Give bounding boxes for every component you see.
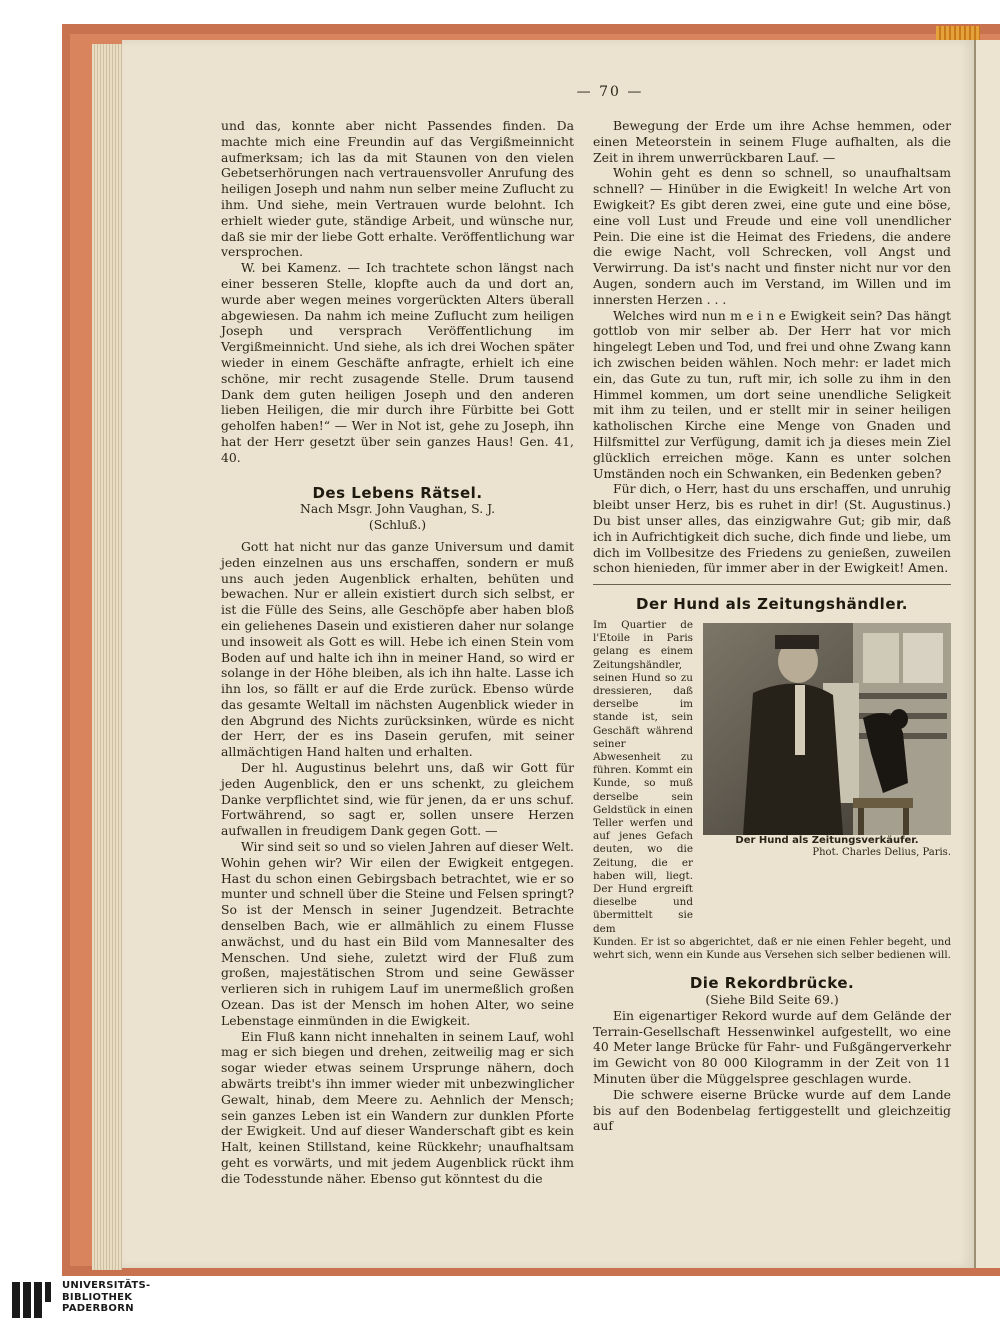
article-author: Nach Msgr. John Vaughan, S. J. xyxy=(299,501,496,517)
hund-article-title: Der Hund als Zeitungshändler. xyxy=(636,595,908,614)
article-title: Des Lebens Rätsel. xyxy=(312,483,483,502)
paragraph: Die schwere eiserne Brücke wurde auf dem Lande bis auf den Bodenbelag fertiggestellt und gleichzeitig auf xyxy=(593,1086,951,1134)
rekord-article-title: Die Rekordbrücke. xyxy=(689,974,855,993)
library-logo-icon xyxy=(10,1278,54,1322)
photo-newspaper-vendor xyxy=(703,623,951,835)
logo-line: PADERBORN xyxy=(62,1303,134,1314)
paragraph: Welches wird nun m e i n e Ewigkeit sein? Das hängt gottlob von mir selber ab. Der Herr hat vor mich hingelegt Leben und Tod, und frei und ohne Zwang kann ich zwischen beiden wählen. Noch mehr: er ladet mich ein, das Gute zu tun, ruft mir, ich solle zu ihm in den Himmel kommen, um dort seine unendliche Seligkeit mit ihm zu teilen, und er stellt mir in seiner heiligen katholischen Kirche eine Menge von Gnaden und Hilfsmittel zur Verfügung, damit ich ja dieses mein Ziel glücklich erreichen möge. Kann es unter solchen Umständen noch ein Schwanken, ein Bedenken geben? xyxy=(593,307,951,481)
paragraph: Bewegung der Erde um ihre Achse hemmen, oder einen Meteorstein in seinem Fluge aufhalten, als die Zeit in ihrem unwerrückbaren Lauf. — xyxy=(593,118,951,165)
divider xyxy=(593,584,951,585)
hund-article-text: Im Quartier de l'Etoile in Paris gelang es einem Zeitungshändler, seinen Hund so zu dressieren, daß derselbe im stande ist, sein Geschäft während seiner Abwesenheit zu führen. Kommt ein Kunde, so muß derselbe sein Geldstück in einen Teller werfen und auf jenes Gefach deuten, wo die Zeitung, die er haben will, liegt. Der Hund ergreift dieselbe und übermittelt sie dem xyxy=(593,618,693,935)
library-logo-text xyxy=(62,1280,151,1315)
photo-image xyxy=(703,623,951,835)
paragraph: Wir sind seit so und so vielen Jahren auf dieser Welt. Wohin gehen wir? Wir eilen der Ewigkeit entgegen. Hast du schon einen Gebirgsbach betrachtet, wie er so munter und schnell über die Steine und Felsen springt? So ist der Mensch in seiner Jugendzeit. Betrachte denselben Bach, wie er allmählich zu einem Flusse anwächst, und du hast ein Bild vom Mannesalter des Menschen. Und siehe, zuletzt wird der Fluß zum großen, majestätischen Strom und seine Gewässer verlieren sich in ruhigem Lauf im unermeßlich großen Ozean. Das ist der Mensch im hohen Alter, wo seine Lebenstage einmünden in die Ewigkeit. xyxy=(221,839,574,1028)
paragraph: W. bei Kamenz. — Ich trachtete schon längst nach einer besseren Stelle, klopfte auch da und dort an, wurde aber wegen meines vorgerückten Alters überall abgewiesen. Da nahm ich meine Zuflucht zum heiligen Joseph und versprach Veröffentlichung im Vergißmeinnicht. Und siehe, als ich drei Wochen später wieder in einem Geschäfte anfragte, erhielt ich eine schöne, mir recht zusagende Stelle. Drum tausend Dank dem guten heiligen Joseph und den anderen lieben Heiligen, die mir durch ihre Fürbitte bei Gott geholfen haben!“ — Wer in Not ist, gehe zu Joseph, ihn hat der Herr gesetzt über sein ganzes Haus! Gen. 41, 40. xyxy=(221,260,574,465)
paragraph: Ein Fluß kann nicht innehalten in seinem Lauf, wohl mag er sich biegen und drehen, zeitweilig mag er sich sogar wieder etwas seinem Ursprunge nähern, doch abwärts treibt's ihn immer wieder mit unbezwinglicher Gewalt, hinab, dem Meere zu. Aehnlich der Mensch; sein ganzes Leben ist ein Wandern zur dunklen Pforte der Ewigkeit. Und auf dieser Wanderschaft gibt es kein Halt, keinen Stillstand, keine Rückkehr; unaufhaltsam geht es vorwärts, und mit jedem Augenblick rückt ihm die Todesstunde näher. Ebenso gut könntest du die xyxy=(221,1028,574,1186)
paragraph: Ein eigenartiger Rekord wurde auf dem Gelände der Terrain-Gesellschaft Hessenwinkel aufgestellt, wo eine 40 Meter lange Brücke für Fahr- und Fußgängerverkehr im Gewicht von 80 000 Kilogramm in der Zeit von 11 Minuten über die Müggelspree geschlagen wurde. xyxy=(593,1007,951,1086)
paragraph: Wohin geht es denn so schnell, so unaufhaltsam schnell? — Hinüber in die Ewigkeit! In welche Art von Ewigkeit? Es gibt deren zwei, eine gute und eine böse, eine voll Lust und Freude und eine voll unendlicher Pein. Die eine ist die Heimat des Friedens, die andere die ewige Nacht, voll Schrecken, voll Angst und Verwirrung. Da ist's nacht und finster nicht nur vor den Augen, sondern auch im Verstand, im Willen und im innersten Herzen . . . xyxy=(593,165,951,307)
photo-caption: Der Hund als Zeitungsverkäufer. xyxy=(735,834,919,846)
article-note: (Schluß.) xyxy=(368,517,427,533)
photo-credit: Phot. Charles Delius, Paris. xyxy=(812,846,951,858)
rekord-article-note: (Siehe Bild Seite 69.) xyxy=(705,991,839,1007)
next-page-edge xyxy=(974,40,1000,1268)
page-edges xyxy=(92,44,122,1270)
logo-line: BIBLIOTHEK xyxy=(62,1291,133,1303)
library-logo xyxy=(10,1278,260,1322)
hund-article-tail: Kunden. Er ist so abgerichtet, daß er nie einen Fehler begeht, und wehrt sich, wenn ein Kunde aus Versehen sich selber bedienen will. xyxy=(593,935,951,961)
paragraph: Für dich, o Herr, hast du uns erschaffen, und unruhig bleibt unser Herz, bis es ruhet in dir! (St. Augustinus.) Du bist unser alles, das einzigwahre Gut; gib mir, daß ich in Aufrichtigkeit dich suche, dich finde und liebe, um dich im Vollbesitze des Friedens zu genießen, zuweilen schon hienieden, für immer aber in der Ewigkeit! Amen. xyxy=(593,481,951,576)
paragraph: und das, konnte aber nicht Passendes finden. Da machte mich eine Freundin auf das Vergißmeinnicht aufmerksam; ich las da mit Staunen von den vielen Gebetserhörungen nach vertrauensvoller Anrufung des heiligen Joseph und nahm nun selber meine Zuflucht zu ihm. Und siehe, mein Vertrauen wurde belohnt. Ich erhielt wieder gute, ständige Arbeit, und wünsche nur, daß sie mir der liebe Gott erhalte. Veröffentlichung war versprochen. xyxy=(221,118,574,260)
right-column xyxy=(593,118,951,1134)
paragraph: Gott hat nicht nur das ganze Universum und damit jeden einzelnen aus uns erschaffen, sondern er muß uns auch jeden Augenblick erhalten, behüten und bewachen. Nur er allein existiert durch sich selbst, er ist die Fülle des Seins, alle Geschöpfe aber haben bloß ein geliehenes Dasein und existieren daher nur solange und insoweit als Gott es will. Hebe ich einen Stein vom Boden auf und halte ich ihn in meiner Hand, so wird er solange in der Höhe bleiben, als ich ihn halte. Lasse ich ihn los, so fällt er auf die Erde zurück. Ebenso würde das gesamte Weltall im nächsten Augenblick wieder in den Abgrund des Nichts zurücksinken, würde es nicht der Herr, der es ins Dasein gerufen, mit seiner allmächtigen Hand halten und erhalten. xyxy=(221,538,574,760)
left-column xyxy=(221,118,574,1187)
logo-line: UNIVERSITÄTS- xyxy=(62,1280,151,1291)
photo-caption-block xyxy=(703,835,951,859)
hund-article xyxy=(593,619,951,936)
page-number: — 70 — xyxy=(576,84,644,100)
paragraph: Der hl. Augustinus belehrt uns, daß wir Gott für jeden Augenblick, den er uns schenkt, zu gleichem Danke verpflichtet sind, wie für jenen, da er uns schuf. Fortwährend, so sagt er, sollen unsere Herzen aufwallen in freudigem Dank gegen Gott. — xyxy=(221,760,574,839)
